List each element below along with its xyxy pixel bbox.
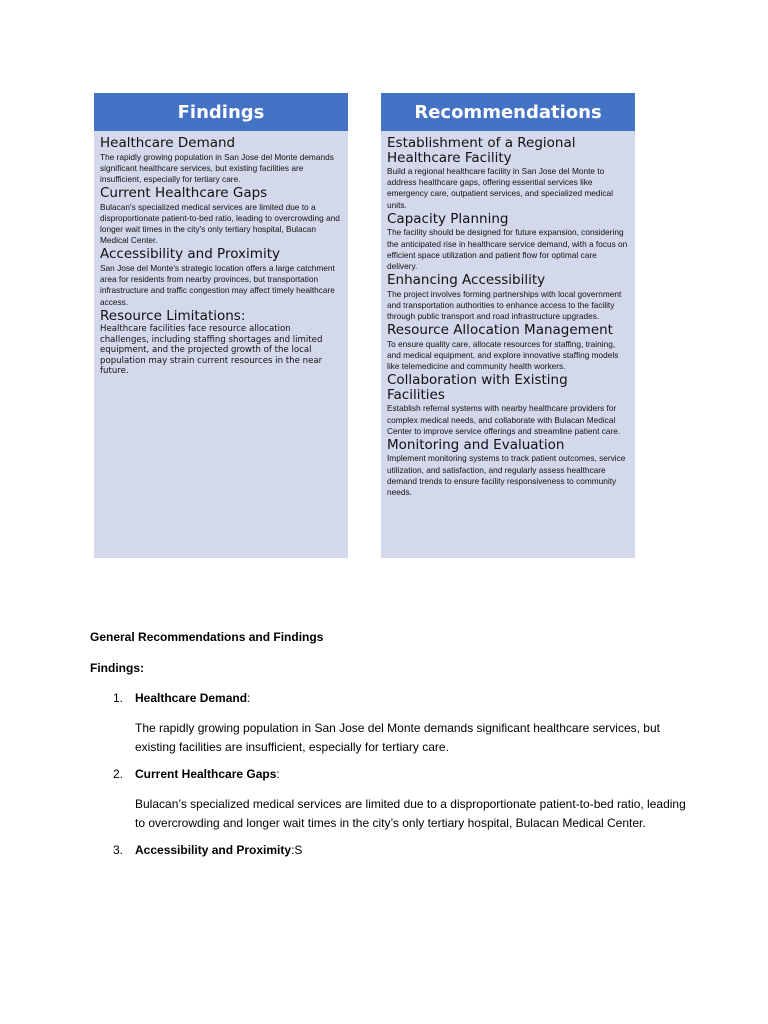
findings-item-title: Accessibility and Proximity <box>100 246 280 263</box>
recommendation-item <box>387 438 629 498</box>
findings-item <box>100 247 342 307</box>
list-item-title: Accessibility and Proximity <box>135 843 292 857</box>
recommendation-item-title: Enhancing Accessibility <box>387 272 546 289</box>
recommendation-item <box>387 136 629 211</box>
recommendation-item-text: The project involves forming partnerships with local government and transportation authorities to enhance access to the facility through public transport and road infrastructure upgrades. <box>387 288 622 322</box>
list-item-title-suffix: : <box>276 767 280 781</box>
list-item-title-line <box>135 767 690 781</box>
recommendation-item-title: Collaboration with Existing Facilities <box>387 372 568 403</box>
recommendation-item-text: To ensure quality care, allocate resources for staffing, training, and medical equipment, and explore innovative staffing models like telemedicine and community health workers. <box>387 338 619 372</box>
list-item-title-line <box>135 843 690 857</box>
list-item-paragraph: The rapidly growing population in San Jose del Monte demands significant healthcare services, but existing facilities are insufficient, especially for tertiary care. <box>135 721 660 754</box>
recommendation-item-text: The facility should be designed for future expansion, considering the anticipated rise in healthcare service demand, with a focus on efficient space utilization and patient flow for optimal care delivery. <box>387 227 628 271</box>
findings-item-title: Current Healthcare Gaps <box>100 185 268 202</box>
list-item-title: Healthcare Demand <box>135 691 248 705</box>
recommendation-item <box>387 212 629 272</box>
findings-item-text: Bulacan's specialized medical services are limited due to a disproportionate patient-to-bed ratio, leading to overcrowding and longer wait times in the city's only tertiary hospital, Bulacan Medical Center. <box>100 201 340 246</box>
findings-item <box>100 136 342 185</box>
numbered-list-item <box>90 767 690 833</box>
list-item-title-line <box>135 691 690 705</box>
list-number: 3. <box>113 843 124 857</box>
findings-body <box>94 131 348 377</box>
list-number: 2. <box>113 767 124 781</box>
document-heading: General Recommendations and Findings <box>90 630 324 644</box>
recommendations-header: Recommendations <box>381 93 635 131</box>
findings-item <box>100 186 342 246</box>
findings-panel <box>94 93 348 558</box>
recommendation-item-text: Implement monitoring systems to track patient outcomes, service utilization, and satisfaction, and regularly assess healthcare demand trends to ensure facility responsiveness to community needs. <box>387 453 626 498</box>
recommendation-item <box>387 373 629 437</box>
recommendation-item-title: Resource Allocation Management <box>387 322 613 339</box>
recommendations-body <box>381 131 635 498</box>
findings-item-text: Healthcare facilities face resource allocation challenges, including staffing shortages and limited equipment, and the projected growth of the local population may strain current resources in the near future. <box>100 324 323 377</box>
list-item-title-suffix: :S <box>291 843 303 857</box>
list-item-paragraph: Bulacan’s specialized medical services are limited due to a disproportionate patient-to-bed ratio, leading to overcrowding and longer wait times in the city’s only tertiary hospital, Bulacan Medical Center. <box>135 797 686 830</box>
recommendation-item-title: Establishment of a Regional Healthcare Facility <box>387 135 576 166</box>
recommendation-item-text: Establish referral systems with nearby healthcare providers for complex medical needs, and collaborate with Bulacan Medical Center to improve service offerings and streamline patient care. <box>387 403 621 436</box>
document-body <box>90 630 690 871</box>
findings-item-title: Resource Limitations: <box>100 307 246 324</box>
findings-item-text: San Jose del Monte's strategic location offers a large catchment area for residents from nearby provinces, but transportation infrastructure and traffic congestion may affect timely healthcare access. <box>100 262 335 307</box>
list-item-title: Current Healthcare Gaps <box>135 767 277 781</box>
findings-item-text: The rapidly growing population in San Jose del Monte demands significant healthcare services, but existing facilities are insufficient, especially for tertiary care. <box>100 151 334 184</box>
recommendation-item-title: Monitoring and Evaluation <box>387 436 565 453</box>
numbered-list-item <box>90 843 690 857</box>
recommendation-item-text: Build a regional healthcare facility in San Jose del Monte to address healthcare gaps, offering essential services like emergency care, outpatient services, and specialized medical units. <box>387 166 613 210</box>
list-number: 1. <box>113 691 124 705</box>
list-item-title-suffix: : <box>247 691 251 705</box>
findings-item <box>100 309 342 377</box>
findings-item-title: Healthcare Demand <box>100 135 236 151</box>
recommendation-item <box>387 323 629 372</box>
findings-header: Findings <box>94 93 348 131</box>
recommendation-item <box>387 273 629 322</box>
recommendation-item-title: Capacity Planning <box>387 210 509 227</box>
findings-label: Findings: <box>90 661 144 675</box>
numbered-list-item <box>90 691 690 757</box>
recommendations-panel <box>381 93 635 558</box>
